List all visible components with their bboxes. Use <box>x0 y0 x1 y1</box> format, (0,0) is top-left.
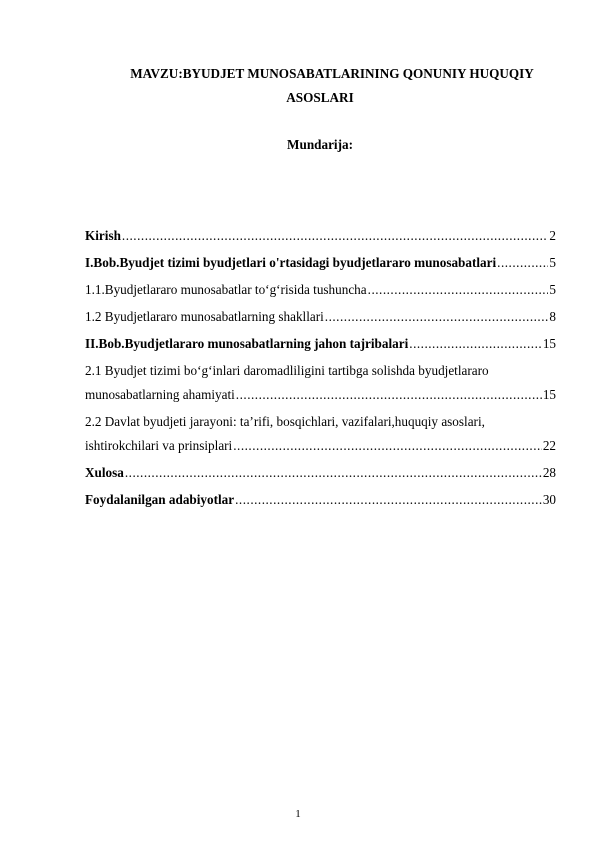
toc-entry-xulosa[interactable] <box>85 461 556 485</box>
toc-entry-title-line-1: 2.2 Davlat byudjeti jarayoni: ta’rifi, bosqichlari, vazifalari,huquqiy asoslari, <box>85 414 485 429</box>
toc-leader-dots <box>368 278 549 302</box>
toc-entry-page: 30 <box>542 492 556 507</box>
toc-entry-title-line-2: munosabatlarning ahamiyati <box>85 387 235 402</box>
title-line-1: MAVZU:BYUDJET MUNOSABATLARINING QONUNIY HUQUQIY <box>130 66 534 81</box>
toc-leader-dots <box>235 488 542 512</box>
toc-heading: Mundarija: <box>287 137 353 152</box>
toc-entry-page: 5 <box>549 255 556 270</box>
toc-leader-dots <box>409 332 542 356</box>
document-title <box>85 62 555 110</box>
toc-entry-title: 1.2 Byudjetlararo munosabatlarning shakllari <box>85 309 324 324</box>
toc-entry-title: I.Bob.Byudjet tizimi byudjetlari o'rtasidagi byudjetlararo munosabatlari <box>85 255 497 270</box>
toc-entry-title: Xulosa <box>85 465 124 480</box>
toc-leader-dots <box>125 461 542 485</box>
toc-entry-page: 8 <box>549 309 556 324</box>
toc-leader-dots <box>122 224 549 248</box>
title-line-2: ASOSLARI <box>286 90 354 105</box>
toc-entry-page: 22 <box>542 438 556 453</box>
toc-leader-dots <box>236 383 542 407</box>
toc-entry-title: 1.1.Byudjetlararo munosabatlar to‘g‘risida tushuncha <box>85 282 367 297</box>
toc-entry-kirish[interactable] <box>85 224 556 248</box>
toc-entry-section-1-2[interactable] <box>85 305 556 329</box>
toc-leader-dots <box>325 305 549 329</box>
toc-entry-page: 28 <box>542 465 556 480</box>
toc-entry-title: Foydalanilgan adabiyotlar <box>85 492 235 507</box>
toc-entry-page: 15 <box>542 387 556 402</box>
table-of-contents <box>85 224 556 515</box>
toc-entry-page: 2 <box>549 228 556 243</box>
toc-entry-page: 5 <box>549 282 556 297</box>
toc-entry-chapter-1[interactable] <box>85 251 556 275</box>
toc-entry-section-2-2[interactable] <box>85 410 556 458</box>
toc-entry-title: Kirish <box>85 228 121 243</box>
toc-entry-references[interactable] <box>85 488 556 512</box>
toc-entry-section-1-1[interactable] <box>85 278 556 302</box>
toc-entry-title: II.Bob.Byudjetlararo munosabatlarning jahon tajribalari <box>85 336 409 351</box>
toc-entry-section-2-1[interactable] <box>85 359 556 407</box>
page-number: 1 <box>295 808 301 820</box>
toc-entry-chapter-2[interactable] <box>85 332 556 356</box>
toc-entry-title-line-1: 2.1 Byudjet tizimi bo‘g‘inlari daromadliligini tartibga solishda byudjetlararo <box>85 363 489 378</box>
toc-entry-title-line-2: ishtirokchilari va prinsiplari <box>85 438 233 453</box>
toc-entry-page: 15 <box>542 336 556 351</box>
toc-leader-dots <box>233 434 542 458</box>
toc-leader-dots <box>497 251 548 275</box>
